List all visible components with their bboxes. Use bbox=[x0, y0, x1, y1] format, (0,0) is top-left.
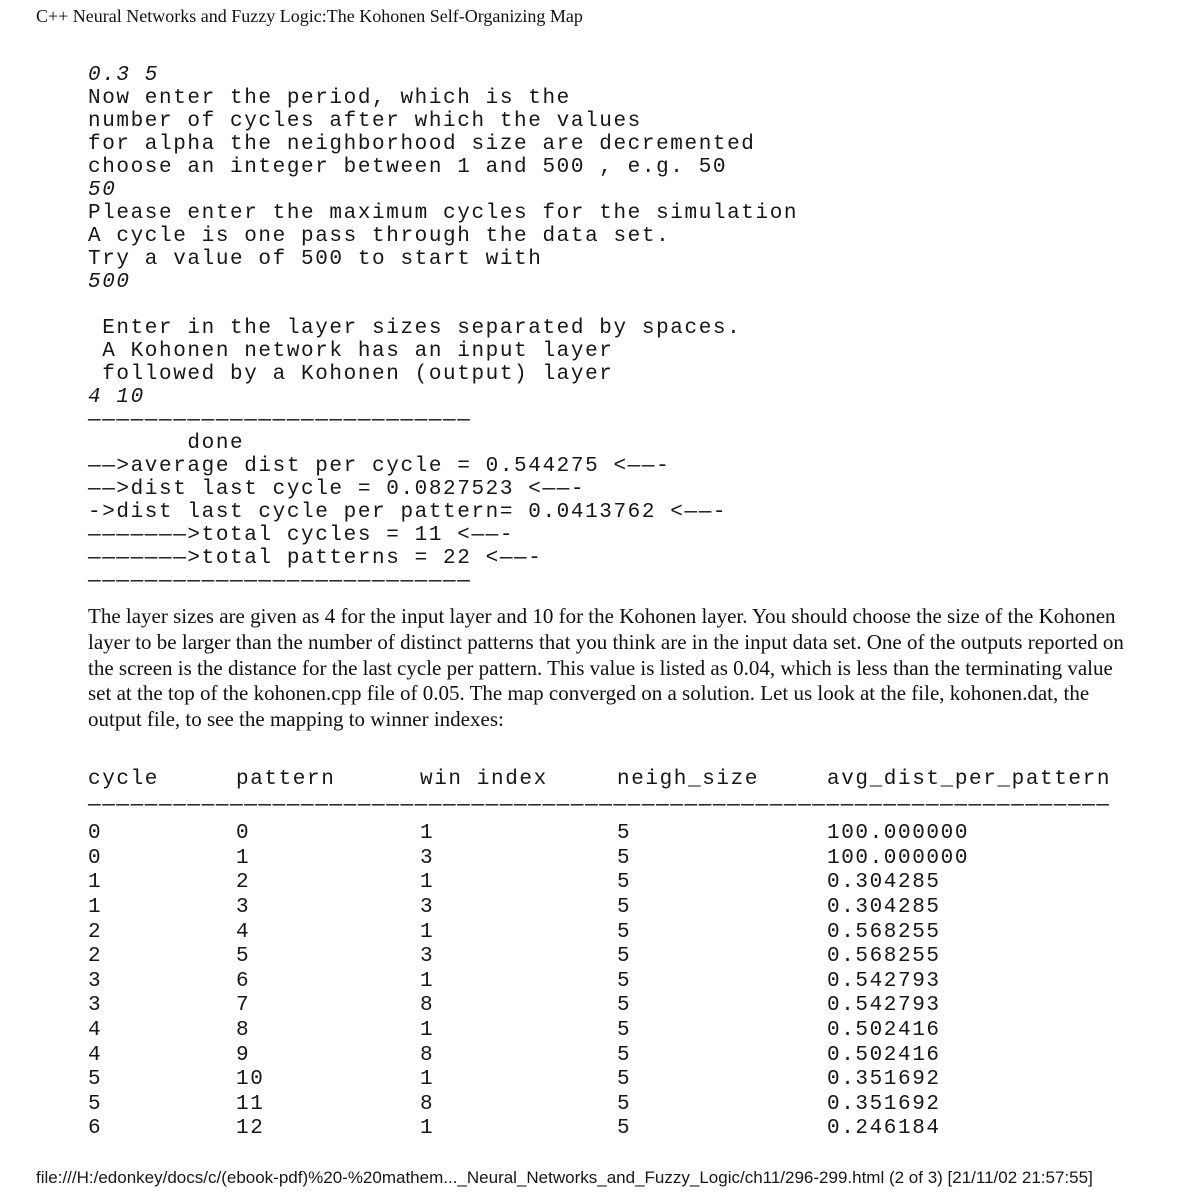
table-row bbox=[88, 822, 1111, 847]
console-line: 500 bbox=[88, 271, 131, 294]
table-cell: 10 bbox=[236, 1068, 265, 1092]
table-cell: 1 bbox=[420, 1068, 435, 1092]
table-cell: 5 bbox=[617, 1018, 632, 1042]
table-cell: 3 bbox=[236, 895, 251, 919]
table-cell: 2 bbox=[88, 945, 103, 969]
table-cell: 3 bbox=[420, 846, 435, 870]
table-cell: 8 bbox=[420, 1043, 435, 1067]
console-line: Please enter the maximum cycles for the simulation bbox=[88, 202, 799, 225]
console-line: 4 10 bbox=[88, 386, 145, 409]
table-cell: 5 bbox=[617, 920, 632, 944]
console-output bbox=[88, 64, 798, 593]
table-row bbox=[88, 896, 1111, 921]
table-row bbox=[88, 1068, 1111, 1093]
table-cell: 6 bbox=[88, 1117, 103, 1141]
table-row bbox=[88, 1044, 1111, 1069]
table-cell: 0 bbox=[88, 822, 103, 846]
table-cell: 1 bbox=[420, 969, 435, 993]
table-cell: 0.304285 bbox=[827, 871, 941, 895]
console-line: Try a value of 500 to start with bbox=[88, 248, 543, 271]
table-cell: 0.351692 bbox=[827, 1068, 941, 1092]
table-cell: 5 bbox=[617, 846, 632, 870]
table-cell: 2 bbox=[88, 920, 103, 944]
console-line: number of cycles after which the values bbox=[88, 110, 642, 133]
table-cell: 4 bbox=[236, 920, 251, 944]
table-cell: 1 bbox=[420, 1117, 435, 1141]
table-cell: 1 bbox=[88, 871, 103, 895]
table-cell: 1 bbox=[88, 895, 103, 919]
console-line: choose an integer between 1 and 500 , e.g. 50 bbox=[88, 156, 728, 179]
table-row bbox=[88, 871, 1111, 896]
table-cell: 5 bbox=[617, 895, 632, 919]
table-cell: 1 bbox=[420, 920, 435, 944]
table-cell: 3 bbox=[88, 969, 103, 993]
table-cell: 0.568255 bbox=[827, 920, 941, 944]
table-cell: 11 bbox=[236, 1092, 265, 1116]
table-cell: 8 bbox=[420, 994, 435, 1018]
table-cell: 0.304285 bbox=[827, 895, 941, 919]
table-cell: 12 bbox=[236, 1117, 265, 1141]
kohonen-dat-table bbox=[88, 768, 1111, 1142]
column-header-avg-dist: avg_dist_per_pattern bbox=[827, 768, 1112, 791]
table-cell: 5 bbox=[617, 871, 632, 895]
table-cell: 0.502416 bbox=[827, 1043, 941, 1067]
table-row bbox=[88, 1019, 1111, 1044]
console-line: A cycle is one pass through the data set. bbox=[88, 225, 671, 248]
table-row bbox=[88, 945, 1111, 970]
table-cell: 5 bbox=[617, 994, 632, 1018]
table-cell: 5 bbox=[617, 1092, 632, 1116]
table-cell: 5 bbox=[617, 1117, 632, 1141]
table-cell: 100.000000 bbox=[827, 846, 970, 870]
table-cell: 1 bbox=[420, 822, 435, 846]
table-cell: 5 bbox=[617, 1068, 632, 1092]
table-cell: 5 bbox=[617, 969, 632, 993]
console-line: ———————>total cycles = 11 <——- bbox=[88, 524, 515, 547]
file-path-footer: file:///H:/edonkey/docs/c/(ebook-pdf)%20-%20mathem..._Neural_Networks_and_Fuzzy_Logic/ch11/296-299.html (2 of 3) [21/11/02 21:57:55] bbox=[36, 1168, 1093, 1187]
column-header-win-index: win index bbox=[420, 768, 548, 791]
console-line: ——————————————————————————— bbox=[88, 409, 472, 432]
column-header-cycle: cycle bbox=[88, 768, 160, 791]
column-header-neigh-size: neigh_size bbox=[617, 768, 760, 791]
table-row bbox=[88, 921, 1111, 946]
console-line: ———————>total patterns = 22 <——- bbox=[88, 547, 543, 570]
table-cell: 2 bbox=[236, 871, 251, 895]
table-cell: 5 bbox=[617, 945, 632, 969]
console-line: done bbox=[88, 432, 245, 455]
table-row bbox=[88, 847, 1111, 872]
table-cell: 5 bbox=[88, 1092, 103, 1116]
table-cell: 1 bbox=[420, 1018, 435, 1042]
body-paragraph: The layer sizes are given as 4 for the input layer and 10 for the Kohonen layer. You should choose the size of the Kohonen layer to be larger than the number of distinct patterns that you think are in the input data set. One of the outputs reported on the screen is the distance for the last cycle per pattern. This value is listed as 0.04, which is less than the terminating value set at the top of the kohonen.cpp file of 0.05. The map converged on a solution. Let us look at the file, kohonen.dat, the output file, to see the mapping to winner indexes: bbox=[88, 604, 1124, 732]
table-cell: 5 bbox=[88, 1068, 103, 1092]
console-line: ——————————————————————————— bbox=[88, 570, 472, 593]
table-cell: 0 bbox=[88, 846, 103, 870]
table-cell: 0.542793 bbox=[827, 969, 941, 993]
table-cell: 7 bbox=[236, 994, 251, 1018]
table-row bbox=[88, 970, 1111, 995]
table-cell: 0.542793 bbox=[827, 994, 941, 1018]
table-cell: 0 bbox=[236, 822, 251, 846]
table-cell: 8 bbox=[420, 1092, 435, 1116]
table-cell: 3 bbox=[420, 945, 435, 969]
table-cell: 3 bbox=[88, 994, 103, 1018]
table-cell: 9 bbox=[236, 1043, 251, 1067]
table-cell: 4 bbox=[88, 1043, 103, 1067]
console-line: 50 bbox=[88, 179, 117, 202]
console-line: ——>average dist per cycle = 0.544275 <——- bbox=[88, 455, 671, 478]
table-cell: 1 bbox=[420, 871, 435, 895]
console-line: ——>dist last cycle = 0.0827523 <——- bbox=[88, 478, 586, 501]
table-row bbox=[88, 994, 1111, 1019]
console-line: followed by a Kohonen (output) layer bbox=[88, 363, 614, 386]
page-title: C++ Neural Networks and Fuzzy Logic:The Kohonen Self-Organizing Map bbox=[36, 6, 583, 26]
console-line: A Kohonen network has an input layer bbox=[88, 340, 614, 363]
table-cell: 0.351692 bbox=[827, 1092, 941, 1116]
table-cell: 5 bbox=[617, 822, 632, 846]
table-cell: 100.000000 bbox=[827, 822, 970, 846]
table-body bbox=[88, 822, 1111, 1142]
column-header-pattern: pattern bbox=[236, 768, 336, 791]
table-cell: 0.502416 bbox=[827, 1018, 941, 1042]
table-cell: 0.568255 bbox=[827, 945, 941, 969]
table-header-row bbox=[88, 768, 1111, 793]
table-cell: 6 bbox=[236, 969, 251, 993]
table-header-rule: ———————————————————————————————————————————————————————————————————————— bbox=[88, 793, 1111, 817]
console-line: Now enter the period, which is the bbox=[88, 87, 571, 110]
table-cell: 1 bbox=[236, 846, 251, 870]
table-cell: 5 bbox=[236, 945, 251, 969]
console-line: for alpha the neighborhood size are decremented bbox=[88, 133, 756, 156]
table-cell: 8 bbox=[236, 1018, 251, 1042]
table-cell: 3 bbox=[420, 895, 435, 919]
console-line: ->dist last cycle per pattern= 0.0413762 <——- bbox=[88, 501, 728, 524]
console-line bbox=[88, 294, 798, 317]
table-cell: 4 bbox=[88, 1018, 103, 1042]
table-row bbox=[88, 1093, 1111, 1118]
table-cell: 0.246184 bbox=[827, 1117, 941, 1141]
console-line: 0.3 5 bbox=[88, 64, 160, 87]
console-line: Enter in the layer sizes separated by spaces. bbox=[88, 317, 742, 340]
table-row bbox=[88, 1117, 1111, 1142]
table-cell: 5 bbox=[617, 1043, 632, 1067]
